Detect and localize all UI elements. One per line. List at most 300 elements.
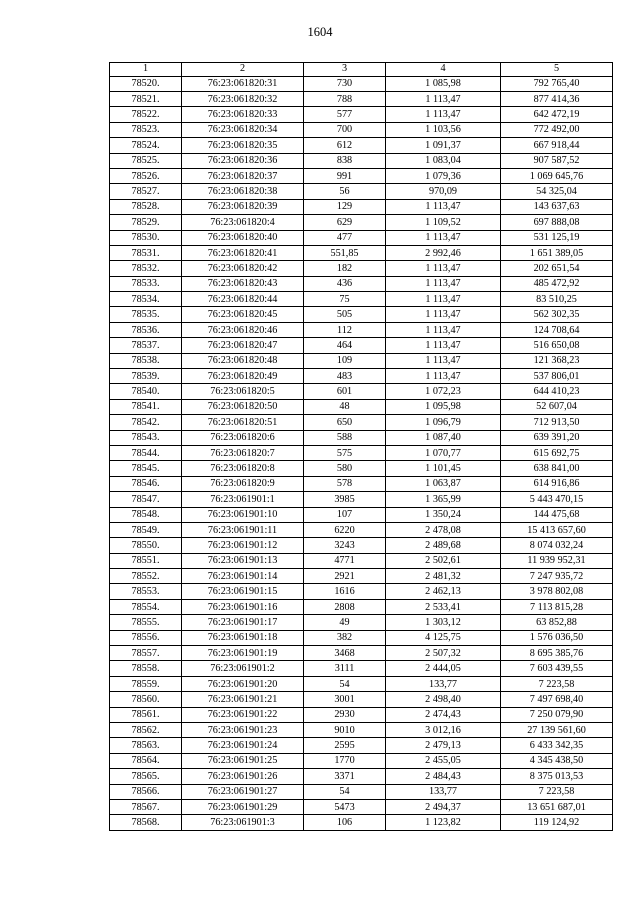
value-cell: 562 302,35 bbox=[501, 307, 613, 322]
area-cell: 54 bbox=[304, 676, 386, 691]
rate-cell: 1 365,99 bbox=[386, 492, 501, 507]
table-row bbox=[110, 353, 613, 368]
area-cell: 991 bbox=[304, 168, 386, 183]
header-row bbox=[110, 63, 613, 77]
table-row bbox=[110, 399, 613, 414]
row-number-cell: 78555. bbox=[110, 615, 182, 630]
cadastral-number-cell: 76:23:061820:47 bbox=[182, 338, 304, 353]
value-cell: 3 978 802,08 bbox=[501, 584, 613, 599]
value-cell: 697 888,08 bbox=[501, 215, 613, 230]
table-row bbox=[110, 322, 613, 337]
row-number-cell: 78568. bbox=[110, 815, 182, 830]
area-cell: 2921 bbox=[304, 569, 386, 584]
row-number-cell: 78525. bbox=[110, 153, 182, 168]
rate-cell: 2 533,41 bbox=[386, 599, 501, 614]
value-cell: 8 074 032,24 bbox=[501, 538, 613, 553]
table-row bbox=[110, 122, 613, 137]
table-row bbox=[110, 445, 613, 460]
cadastral-number-cell: 76:23:061901:13 bbox=[182, 553, 304, 568]
area-cell: 1616 bbox=[304, 584, 386, 599]
value-cell: 8 375 013,53 bbox=[501, 769, 613, 784]
area-cell: 575 bbox=[304, 445, 386, 460]
cadastral-number-cell: 76:23:061820:45 bbox=[182, 307, 304, 322]
cadastral-number-cell: 76:23:061820:35 bbox=[182, 138, 304, 153]
rate-cell: 2 502,61 bbox=[386, 553, 501, 568]
value-cell: 639 391,20 bbox=[501, 430, 613, 445]
table-row bbox=[110, 522, 613, 537]
value-cell: 7 497 698,40 bbox=[501, 692, 613, 707]
rate-cell: 1 103,56 bbox=[386, 122, 501, 137]
area-cell: 3001 bbox=[304, 692, 386, 707]
value-cell: 15 413 657,60 bbox=[501, 522, 613, 537]
page-number: 1604 bbox=[307, 25, 333, 39]
table-row bbox=[110, 338, 613, 353]
table-row bbox=[110, 815, 613, 830]
value-cell: 638 841,00 bbox=[501, 461, 613, 476]
table-row bbox=[110, 723, 613, 738]
table-row bbox=[110, 476, 613, 491]
table-row bbox=[110, 630, 613, 645]
rate-cell: 1 072,23 bbox=[386, 384, 501, 399]
rate-cell: 1 083,04 bbox=[386, 153, 501, 168]
cadastral-number-cell: 76:23:061901:26 bbox=[182, 769, 304, 784]
column-header: 5 bbox=[501, 63, 613, 77]
table-row bbox=[110, 276, 613, 291]
cadastral-number-cell: 76:23:061820:42 bbox=[182, 261, 304, 276]
table-row bbox=[110, 599, 613, 614]
value-cell: 1 576 036,50 bbox=[501, 630, 613, 645]
rate-cell: 1 113,47 bbox=[386, 276, 501, 291]
data-table bbox=[109, 62, 613, 831]
row-number-cell: 78565. bbox=[110, 769, 182, 784]
table-row bbox=[110, 384, 613, 399]
value-cell: 516 650,08 bbox=[501, 338, 613, 353]
value-cell: 13 651 687,01 bbox=[501, 799, 613, 814]
row-number-cell: 78549. bbox=[110, 522, 182, 537]
rate-cell: 1 070,77 bbox=[386, 445, 501, 460]
row-number-cell: 78564. bbox=[110, 753, 182, 768]
row-number-cell: 78536. bbox=[110, 322, 182, 337]
rate-cell: 1 113,47 bbox=[386, 230, 501, 245]
row-number-cell: 78559. bbox=[110, 676, 182, 691]
area-cell: 109 bbox=[304, 353, 386, 368]
area-cell: 9010 bbox=[304, 723, 386, 738]
area-cell: 612 bbox=[304, 138, 386, 153]
value-cell: 7 223,58 bbox=[501, 676, 613, 691]
cadastral-number-cell: 76:23:061901:15 bbox=[182, 584, 304, 599]
table-row bbox=[110, 707, 613, 722]
rate-cell: 2 489,68 bbox=[386, 538, 501, 553]
row-number-cell: 78560. bbox=[110, 692, 182, 707]
value-cell: 144 475,68 bbox=[501, 507, 613, 522]
area-cell: 75 bbox=[304, 292, 386, 307]
value-cell: 52 607,04 bbox=[501, 399, 613, 414]
rate-cell: 1 113,47 bbox=[386, 322, 501, 337]
value-cell: 119 124,92 bbox=[501, 815, 613, 830]
row-number-cell: 78534. bbox=[110, 292, 182, 307]
rate-cell: 1 350,24 bbox=[386, 507, 501, 522]
value-cell: 121 368,23 bbox=[501, 353, 613, 368]
area-cell: 107 bbox=[304, 507, 386, 522]
row-number-cell: 78561. bbox=[110, 707, 182, 722]
table-row bbox=[110, 215, 613, 230]
cadastral-number-cell: 76:23:061820:8 bbox=[182, 461, 304, 476]
cadastral-number-cell: 76:23:061901:14 bbox=[182, 569, 304, 584]
area-cell: 56 bbox=[304, 184, 386, 199]
row-number-cell: 78523. bbox=[110, 122, 182, 137]
rate-cell: 1 113,47 bbox=[386, 353, 501, 368]
table-row bbox=[110, 292, 613, 307]
table-row bbox=[110, 184, 613, 199]
value-cell: 531 125,19 bbox=[501, 230, 613, 245]
row-number-cell: 78556. bbox=[110, 630, 182, 645]
row-number-cell: 78547. bbox=[110, 492, 182, 507]
rate-cell: 1 113,47 bbox=[386, 369, 501, 384]
cadastral-number-cell: 76:23:061820:33 bbox=[182, 107, 304, 122]
area-cell: 6220 bbox=[304, 522, 386, 537]
table-row bbox=[110, 538, 613, 553]
table-row bbox=[110, 799, 613, 814]
value-cell: 8 695 385,76 bbox=[501, 646, 613, 661]
rate-cell: 2 462,13 bbox=[386, 584, 501, 599]
row-number-cell: 78566. bbox=[110, 784, 182, 799]
table-row bbox=[110, 553, 613, 568]
cadastral-number-cell: 76:23:061820:6 bbox=[182, 430, 304, 445]
rate-cell: 1 113,47 bbox=[386, 338, 501, 353]
area-cell: 788 bbox=[304, 91, 386, 106]
area-cell: 730 bbox=[304, 76, 386, 91]
cadastral-number-cell: 76:23:061820:34 bbox=[182, 122, 304, 137]
row-number-cell: 78533. bbox=[110, 276, 182, 291]
cadastral-number-cell: 76:23:061901:19 bbox=[182, 646, 304, 661]
row-number-cell: 78542. bbox=[110, 415, 182, 430]
area-cell: 3985 bbox=[304, 492, 386, 507]
area-cell: 588 bbox=[304, 430, 386, 445]
rate-cell: 1 113,47 bbox=[386, 307, 501, 322]
cadastral-number-cell: 76:23:061901:18 bbox=[182, 630, 304, 645]
row-number-cell: 78543. bbox=[110, 430, 182, 445]
rate-cell: 1 113,47 bbox=[386, 261, 501, 276]
area-cell: 48 bbox=[304, 399, 386, 414]
row-number-cell: 78553. bbox=[110, 584, 182, 599]
value-cell: 7 603 439,55 bbox=[501, 661, 613, 676]
table-body bbox=[110, 76, 613, 830]
row-number-cell: 78527. bbox=[110, 184, 182, 199]
row-number-cell: 78548. bbox=[110, 507, 182, 522]
rate-cell: 1 091,37 bbox=[386, 138, 501, 153]
rate-cell: 1 079,36 bbox=[386, 168, 501, 183]
area-cell: 2930 bbox=[304, 707, 386, 722]
area-cell: 182 bbox=[304, 261, 386, 276]
cadastral-number-cell: 76:23:061820:36 bbox=[182, 153, 304, 168]
rate-cell: 1 113,47 bbox=[386, 91, 501, 106]
cadastral-number-cell: 76:23:061901:27 bbox=[182, 784, 304, 799]
value-cell: 1 651 389,05 bbox=[501, 245, 613, 260]
row-number-cell: 78521. bbox=[110, 91, 182, 106]
cadastral-number-cell: 76:23:061820:39 bbox=[182, 199, 304, 214]
table-row bbox=[110, 738, 613, 753]
value-cell: 7 113 815,28 bbox=[501, 599, 613, 614]
cadastral-number-cell: 76:23:061820:9 bbox=[182, 476, 304, 491]
table-row bbox=[110, 138, 613, 153]
value-cell: 54 325,04 bbox=[501, 184, 613, 199]
rate-cell: 2 479,13 bbox=[386, 738, 501, 753]
row-number-cell: 78535. bbox=[110, 307, 182, 322]
table-row bbox=[110, 676, 613, 691]
cadastral-number-cell: 76:23:061901:1 bbox=[182, 492, 304, 507]
column-header: 3 bbox=[304, 63, 386, 77]
area-cell: 4771 bbox=[304, 553, 386, 568]
rate-cell: 1 123,82 bbox=[386, 815, 501, 830]
rate-cell: 1 063,87 bbox=[386, 476, 501, 491]
value-cell: 143 637,63 bbox=[501, 199, 613, 214]
area-cell: 49 bbox=[304, 615, 386, 630]
cadastral-number-cell: 76:23:061820:37 bbox=[182, 168, 304, 183]
rate-cell: 2 455,05 bbox=[386, 753, 501, 768]
value-cell: 712 913,50 bbox=[501, 415, 613, 430]
row-number-cell: 78562. bbox=[110, 723, 182, 738]
table-row bbox=[110, 245, 613, 260]
value-cell: 615 692,75 bbox=[501, 445, 613, 460]
table-row bbox=[110, 76, 613, 91]
area-cell: 578 bbox=[304, 476, 386, 491]
cadastral-number-cell: 76:23:061820:46 bbox=[182, 322, 304, 337]
row-number-cell: 78551. bbox=[110, 553, 182, 568]
value-cell: 202 651,54 bbox=[501, 261, 613, 276]
area-cell: 477 bbox=[304, 230, 386, 245]
table-row bbox=[110, 91, 613, 106]
cadastral-number-cell: 76:23:061820:5 bbox=[182, 384, 304, 399]
value-cell: 83 510,25 bbox=[501, 292, 613, 307]
value-cell: 7 247 935,72 bbox=[501, 569, 613, 584]
rate-cell: 133,77 bbox=[386, 676, 501, 691]
table-row bbox=[110, 784, 613, 799]
rate-cell: 1 095,98 bbox=[386, 399, 501, 414]
cadastral-number-cell: 76:23:061820:31 bbox=[182, 76, 304, 91]
table-row bbox=[110, 492, 613, 507]
cadastral-number-cell: 76:23:061820:38 bbox=[182, 184, 304, 199]
area-cell: 436 bbox=[304, 276, 386, 291]
row-number-cell: 78526. bbox=[110, 168, 182, 183]
rate-cell: 2 498,40 bbox=[386, 692, 501, 707]
rate-cell: 2 478,08 bbox=[386, 522, 501, 537]
rate-cell: 1 113,47 bbox=[386, 292, 501, 307]
row-number-cell: 78529. bbox=[110, 215, 182, 230]
table-row bbox=[110, 569, 613, 584]
row-number-cell: 78522. bbox=[110, 107, 182, 122]
table-row bbox=[110, 199, 613, 214]
cadastral-number-cell: 76:23:061901:20 bbox=[182, 676, 304, 691]
rate-cell: 2 444,05 bbox=[386, 661, 501, 676]
table-row bbox=[110, 168, 613, 183]
value-cell: 4 345 438,50 bbox=[501, 753, 613, 768]
cadastral-number-cell: 76:23:061820:51 bbox=[182, 415, 304, 430]
cadastral-number-cell: 76:23:061820:49 bbox=[182, 369, 304, 384]
value-cell: 877 414,36 bbox=[501, 91, 613, 106]
rate-cell: 2 474,43 bbox=[386, 707, 501, 722]
cadastral-number-cell: 76:23:061901:25 bbox=[182, 753, 304, 768]
cadastral-number-cell: 76:23:061901:17 bbox=[182, 615, 304, 630]
table-row bbox=[110, 615, 613, 630]
cadastral-number-cell: 76:23:061820:32 bbox=[182, 91, 304, 106]
cadastral-number-cell: 76:23:061901:10 bbox=[182, 507, 304, 522]
table-row bbox=[110, 307, 613, 322]
table-row bbox=[110, 230, 613, 245]
area-cell: 112 bbox=[304, 322, 386, 337]
rate-cell: 2 992,46 bbox=[386, 245, 501, 260]
table-row bbox=[110, 753, 613, 768]
value-cell: 614 916,86 bbox=[501, 476, 613, 491]
row-number-cell: 78530. bbox=[110, 230, 182, 245]
rate-cell: 3 012,16 bbox=[386, 723, 501, 738]
column-header: 1 bbox=[110, 63, 182, 77]
value-cell: 907 587,52 bbox=[501, 153, 613, 168]
cadastral-number-cell: 76:23:061820:50 bbox=[182, 399, 304, 414]
area-cell: 700 bbox=[304, 122, 386, 137]
area-cell: 551,85 bbox=[304, 245, 386, 260]
rate-cell: 2 481,32 bbox=[386, 569, 501, 584]
table-row bbox=[110, 769, 613, 784]
column-header: 2 bbox=[182, 63, 304, 77]
row-number-cell: 78557. bbox=[110, 646, 182, 661]
row-number-cell: 78544. bbox=[110, 445, 182, 460]
area-cell: 464 bbox=[304, 338, 386, 353]
row-number-cell: 78545. bbox=[110, 461, 182, 476]
value-cell: 644 410,23 bbox=[501, 384, 613, 399]
area-cell: 2595 bbox=[304, 738, 386, 753]
row-number-cell: 78524. bbox=[110, 138, 182, 153]
rate-cell: 1 096,79 bbox=[386, 415, 501, 430]
value-cell: 11 939 952,31 bbox=[501, 553, 613, 568]
rate-cell: 1 109,52 bbox=[386, 215, 501, 230]
row-number-cell: 78528. bbox=[110, 199, 182, 214]
value-cell: 1 069 645,76 bbox=[501, 168, 613, 183]
rate-cell: 1 087,40 bbox=[386, 430, 501, 445]
area-cell: 3468 bbox=[304, 646, 386, 661]
cadastral-number-cell: 76:23:061820:7 bbox=[182, 445, 304, 460]
cadastral-number-cell: 76:23:061820:40 bbox=[182, 230, 304, 245]
row-number-cell: 78541. bbox=[110, 399, 182, 414]
cadastral-number-cell: 76:23:061901:29 bbox=[182, 799, 304, 814]
table-row bbox=[110, 261, 613, 276]
area-cell: 838 bbox=[304, 153, 386, 168]
area-cell: 3371 bbox=[304, 769, 386, 784]
table-row bbox=[110, 430, 613, 445]
row-number-cell: 78537. bbox=[110, 338, 182, 353]
table-row bbox=[110, 507, 613, 522]
cadastral-number-cell: 76:23:061820:44 bbox=[182, 292, 304, 307]
table-row bbox=[110, 692, 613, 707]
cadastral-number-cell: 76:23:061901:24 bbox=[182, 738, 304, 753]
table-row bbox=[110, 107, 613, 122]
value-cell: 7 223,58 bbox=[501, 784, 613, 799]
row-number-cell: 78520. bbox=[110, 76, 182, 91]
area-cell: 5473 bbox=[304, 799, 386, 814]
value-cell: 667 918,44 bbox=[501, 138, 613, 153]
area-cell: 650 bbox=[304, 415, 386, 430]
row-number-cell: 78546. bbox=[110, 476, 182, 491]
row-number-cell: 78538. bbox=[110, 353, 182, 368]
cadastral-number-cell: 76:23:061820:48 bbox=[182, 353, 304, 368]
value-cell: 642 472,19 bbox=[501, 107, 613, 122]
rate-cell: 1 113,47 bbox=[386, 199, 501, 214]
area-cell: 106 bbox=[304, 815, 386, 830]
value-cell: 485 472,92 bbox=[501, 276, 613, 291]
row-number-cell: 78540. bbox=[110, 384, 182, 399]
cadastral-number-cell: 76:23:061820:41 bbox=[182, 245, 304, 260]
rate-cell: 2 507,32 bbox=[386, 646, 501, 661]
value-cell: 537 806,01 bbox=[501, 369, 613, 384]
rate-cell: 1 085,98 bbox=[386, 76, 501, 91]
column-header: 4 bbox=[386, 63, 501, 77]
table-row bbox=[110, 646, 613, 661]
cadastral-number-cell: 76:23:061901:23 bbox=[182, 723, 304, 738]
cadastral-number-cell: 76:23:061901:12 bbox=[182, 538, 304, 553]
area-cell: 577 bbox=[304, 107, 386, 122]
value-cell: 792 765,40 bbox=[501, 76, 613, 91]
cadastral-number-cell: 76:23:061901:21 bbox=[182, 692, 304, 707]
area-cell: 3243 bbox=[304, 538, 386, 553]
cadastral-number-cell: 76:23:061901:16 bbox=[182, 599, 304, 614]
rate-cell: 2 484,43 bbox=[386, 769, 501, 784]
cadastral-number-cell: 76:23:061901:11 bbox=[182, 522, 304, 537]
table-row bbox=[110, 461, 613, 476]
row-number-cell: 78539. bbox=[110, 369, 182, 384]
area-cell: 1770 bbox=[304, 753, 386, 768]
row-number-cell: 78550. bbox=[110, 538, 182, 553]
area-cell: 483 bbox=[304, 369, 386, 384]
area-cell: 505 bbox=[304, 307, 386, 322]
value-cell: 772 492,00 bbox=[501, 122, 613, 137]
area-cell: 129 bbox=[304, 199, 386, 214]
area-cell: 3111 bbox=[304, 661, 386, 676]
area-cell: 629 bbox=[304, 215, 386, 230]
rate-cell: 1 303,12 bbox=[386, 615, 501, 630]
value-cell: 27 139 561,60 bbox=[501, 723, 613, 738]
row-number-cell: 78531. bbox=[110, 245, 182, 260]
area-cell: 382 bbox=[304, 630, 386, 645]
rate-cell: 4 125,75 bbox=[386, 630, 501, 645]
value-cell: 6 433 342,35 bbox=[501, 738, 613, 753]
row-number-cell: 78554. bbox=[110, 599, 182, 614]
table-row bbox=[110, 369, 613, 384]
value-cell: 5 443 470,15 bbox=[501, 492, 613, 507]
cadastral-number-cell: 76:23:061901:22 bbox=[182, 707, 304, 722]
row-number-cell: 78532. bbox=[110, 261, 182, 276]
cadastral-number-cell: 76:23:061820:4 bbox=[182, 215, 304, 230]
table-row bbox=[110, 415, 613, 430]
area-cell: 601 bbox=[304, 384, 386, 399]
rate-cell: 2 494,37 bbox=[386, 799, 501, 814]
row-number-cell: 78558. bbox=[110, 661, 182, 676]
table-row bbox=[110, 661, 613, 676]
rate-cell: 133,77 bbox=[386, 784, 501, 799]
row-number-cell: 78552. bbox=[110, 569, 182, 584]
rate-cell: 1 101,45 bbox=[386, 461, 501, 476]
rate-cell: 970,09 bbox=[386, 184, 501, 199]
row-number-cell: 78567. bbox=[110, 799, 182, 814]
rate-cell: 1 113,47 bbox=[386, 107, 501, 122]
area-cell: 2808 bbox=[304, 599, 386, 614]
row-number-cell: 78563. bbox=[110, 738, 182, 753]
cadastral-number-cell: 76:23:061820:43 bbox=[182, 276, 304, 291]
value-cell: 7 250 079,90 bbox=[501, 707, 613, 722]
area-cell: 580 bbox=[304, 461, 386, 476]
table-row bbox=[110, 153, 613, 168]
table-row bbox=[110, 584, 613, 599]
value-cell: 124 708,64 bbox=[501, 322, 613, 337]
cadastral-number-cell: 76:23:061901:2 bbox=[182, 661, 304, 676]
